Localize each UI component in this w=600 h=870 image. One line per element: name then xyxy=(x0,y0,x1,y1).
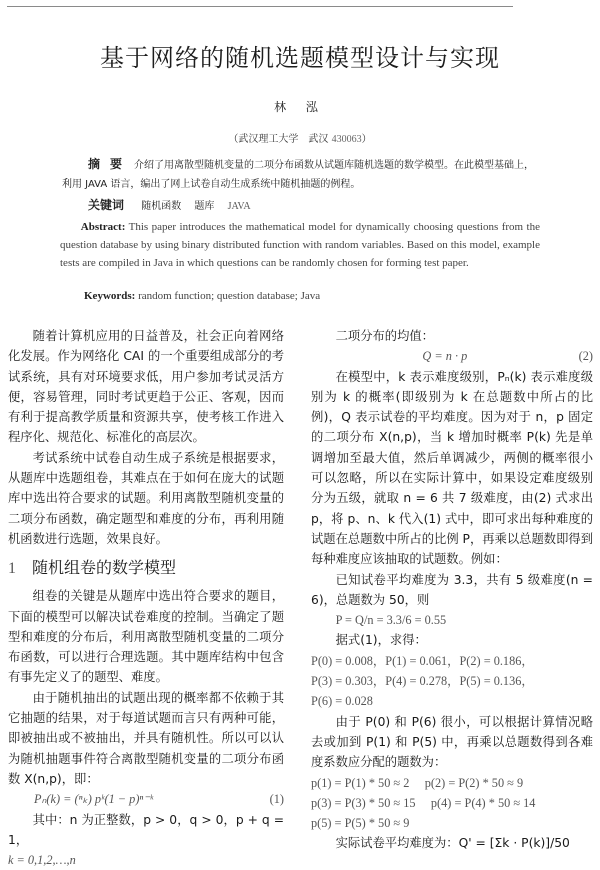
section-number: 1 xyxy=(8,560,16,578)
probability-line: P(0) = 0.008，P(1) = 0.061，P(2) = 0.186， xyxy=(311,653,534,668)
probability-line: P(6) = 0.028 xyxy=(311,694,373,709)
keyword-item: JAVA xyxy=(227,201,251,212)
count-line: p(3) = P(3) * 50 ≈ 15 p(4) = P(4) * 50 ≈ 14 xyxy=(311,795,536,810)
equation-2 xyxy=(311,346,593,366)
equation-1 xyxy=(8,789,284,809)
probability-line: P(3) = 0.303，P(4) = 0.278，P(5) = 0.136， xyxy=(311,674,534,689)
body-paragraph-cont: k = 0,1,2,…,n xyxy=(8,853,76,868)
keywords-en-text: random function; question database; Java xyxy=(135,290,321,302)
body-paragraph: 由于 P(0) 和 P(6) 很小，可以根据计算情况略去或加到 P(1) 和 P(5) 中，再乘以总题数得到各难度系数应分配的题数为： xyxy=(311,714,593,770)
abstract-cn xyxy=(62,155,540,194)
author-name: 林 泓 xyxy=(274,100,326,114)
body-paragraph: 已知试卷平均难度为 3.3，共有 5 级难度(n = 6)，总题数为 50，则 xyxy=(311,572,593,607)
affiliation-end: ） xyxy=(361,134,372,145)
abstract-cn-text: 介绍了用离散型随机变量的二项分布函数从试题库随机选题的数学模型。在此模型基础上，利用 JAVA 语言，编出了网上试卷自动生成系统中随机抽题的例程。 xyxy=(62,160,535,190)
section-title: 随机组卷的数学模型 xyxy=(32,558,177,578)
body-paragraph: 实际试卷平均难度为：Q' = [Σk · P(k)]/50 xyxy=(335,836,570,851)
body-paragraph: 其中：n 为正整数，p > 0，q > 0，p + q = 1， xyxy=(8,812,284,847)
paper-title: 基于网络的随机选题模型设计与实现 xyxy=(100,44,500,72)
abstract-en-label: Abstract: xyxy=(80,221,126,233)
body-paragraph: 组卷的关键是从题库中选出符合要求的题目，下面的模型可以解决试卷难度的控制。当确定了题型和难度的分布后，利用离散型随机变量的二项分布函数，可以进行合理选题。其中题库结构中包含有事先定义了的题型、难度。 xyxy=(8,589,284,685)
body-paragraph: 据式(1)，求得： xyxy=(335,633,427,648)
section-heading xyxy=(8,557,284,580)
intro-paragraph-2: 考试系统中试卷自动生成子系统是根据要求，从题库中选题组卷，其难点在于如何在庞大的试题库中选出符合要求的试题。利用离散型随机变量的二项分布函数，确定题型和难度的分布，再利用随机函数进行选题，效果良好。 xyxy=(8,450,284,546)
abstract-en xyxy=(60,218,540,272)
affiliation-name: （武汉理工大学 武汉 xyxy=(228,134,332,145)
equation-number: (2) xyxy=(578,349,593,364)
keyword-item: 随机函数 xyxy=(141,201,182,212)
count-line: p(5) = P(5) * 50 ≈ 9 xyxy=(311,816,410,831)
keyword-item: 题库 xyxy=(194,201,215,212)
affiliation xyxy=(0,130,600,145)
equation-body: Q = n · p xyxy=(422,349,468,364)
right-column xyxy=(311,326,593,854)
intro-paragraph-1: 随着计算机应用的日益普及，社会正向着网络化发展。作为网络化 CAI 的一个重要组成部分的考试系统，具有对环境要求低，用户参加考试灵活方便，容易管理，同时考试更趋于公正、客观，因而有利于提高教学质量和资源共享，使考核工作进入程序化、规范化、标准化的高层次。 xyxy=(8,329,284,445)
keywords-cn xyxy=(88,196,261,213)
left-column xyxy=(8,326,284,870)
equation-3: P = Q/n = 3.3/6 = 0.55 xyxy=(335,613,447,628)
count-line: p(1) = P(1) * 50 ≈ 2 p(2) = P(2) * 50 ≈ 9 xyxy=(311,775,524,790)
keywords-en xyxy=(84,290,320,302)
body-paragraph: 由于随机抽出的试题出现的概率都不依赖于其它抽题的结果，对于每道试题而言只有两种可能，即被抽出或不被抽出，并具有随机性。所以可以认为随机抽题事件符合离散型随机变量的二项分布函数 X(n,p)，即： xyxy=(8,690,284,786)
mean-label: 二项分布的均值： xyxy=(335,329,434,343)
affiliation-zip: 430063 xyxy=(331,134,362,145)
keywords-cn-label: 关键词 xyxy=(88,198,125,212)
keywords-en-label: Keywords: xyxy=(84,290,136,302)
abstract-en-text: This paper introduces the mathematical model for dynamically choosing questions from the question database by using binary distributed function with random variables. Based on this model, example tests are compiled in Java in which questions can be randomly chosen for forming test paper. xyxy=(60,221,540,269)
abstract-cn-label: 摘要 xyxy=(88,157,133,171)
header-rule xyxy=(7,6,513,7)
body-paragraph: 在模型中，k 表示难度级别，Pₙ(k) 表示难度级别为 k 的概率(即级别为 k 在总题数中所占的比例)，Q 表示试卷的平均难度。因为对于 n，p 固定的二项分布 X(n,p)，当 k 增加时概率 P(k) 先是单调增加至最大值，然后单调减少，两侧的概率很小可以忽略，所以在实际计算中，如果设定难度级别分为五级，就取 n = 6 共 7 级难度，由(2) 式求出 p，将 p、n、k 代入(1) 式中，即可求出每种难度的试题在总题数中所占的比例 P，再乘以总题数即得到每种难度应该抽取的试题数。例如： xyxy=(311,369,593,567)
equation-number: (1) xyxy=(269,792,284,807)
equation-body: Pₙ(k) = (ⁿₖ) pᵏ(1 − p)ⁿ⁻ᵏ xyxy=(34,792,154,807)
